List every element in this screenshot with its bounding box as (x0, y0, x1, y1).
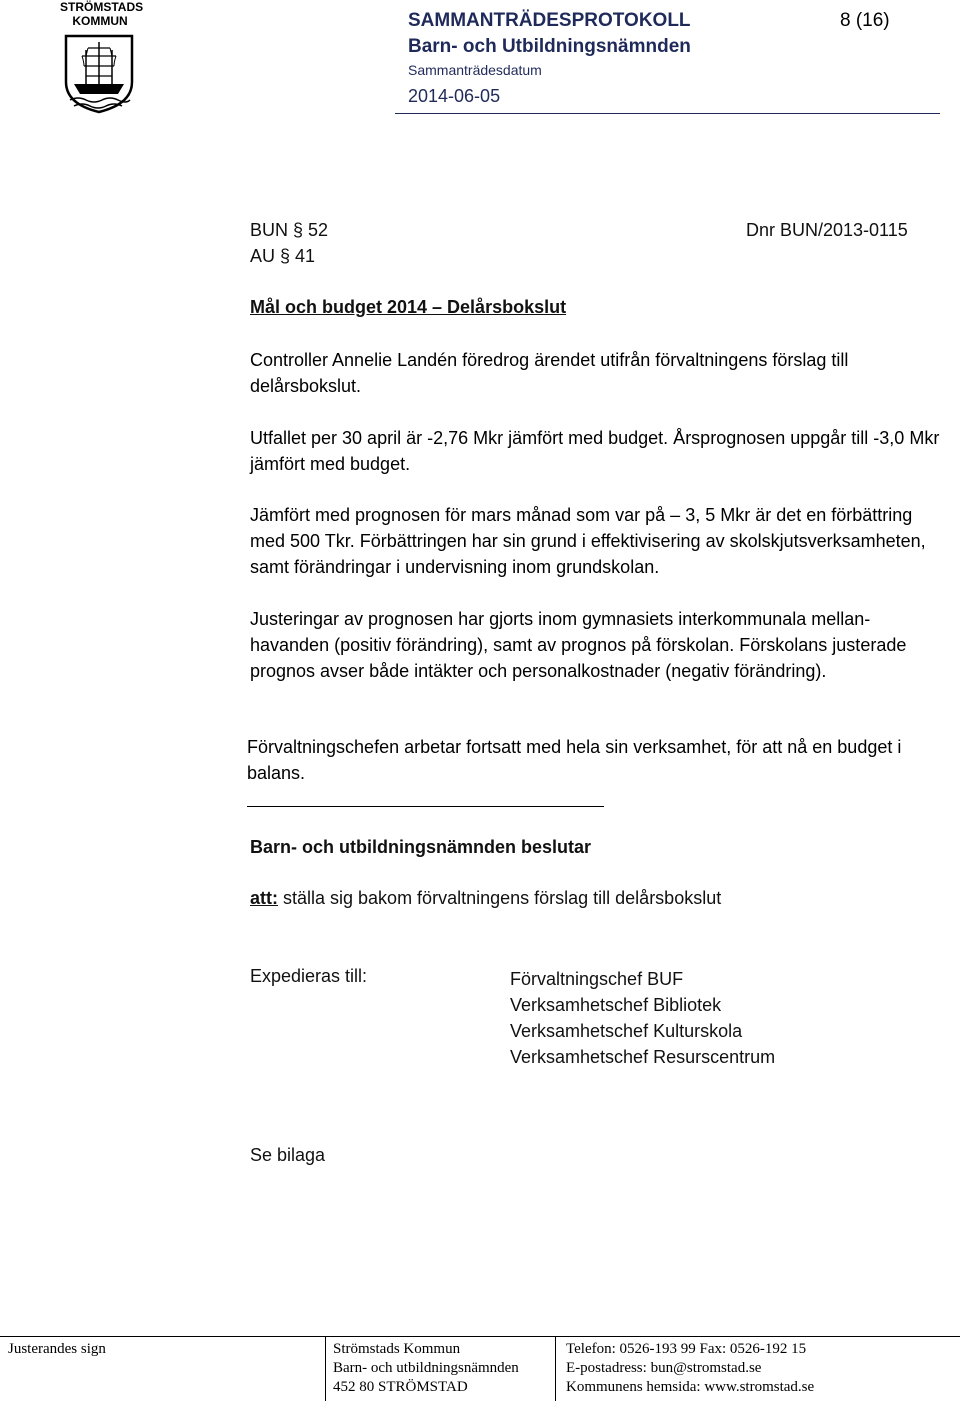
distribution-label: Expedieras till: (250, 966, 368, 986)
footer-org-line: Strömstads Kommun (333, 1341, 461, 1357)
header-divider (395, 113, 940, 114)
page-number: 8 (16) (840, 10, 890, 31)
paragraph-presentation: Controller Annelie Landén föredrog ärendet utifrån förvaltningens förslag till delårsbokslut. (250, 350, 849, 396)
footer-divider (0, 1336, 960, 1337)
decision-heading: Barn- och utbildningsnämnden beslutar (250, 837, 592, 857)
list-item: Verksamhetschef Kulturskola (510, 1021, 743, 1041)
municipality-line-1: STRÖMSTADS (60, 0, 144, 14)
att-label: att: (250, 888, 278, 908)
municipality-line-2: KOMMUN (72, 14, 128, 28)
bun-paragraph-ref: BUN § 52 (250, 220, 329, 240)
diary-number: Dnr BUN/2013-0115 (746, 220, 908, 240)
paragraph-outcome: Utfallet per 30 april är -2,76 Mkr jämfört med budget. Årsprognosen uppgår till -3,0 Mkr jämfört med budget. (250, 428, 940, 474)
footer-email: E-postadress: bun@stromstad.se (566, 1360, 762, 1376)
footer-separator (555, 1336, 556, 1401)
meeting-date: 2014-06-05 (408, 86, 501, 106)
signature-label: Justerandes sign (8, 1341, 106, 1357)
document-title: SAMMANTRÄDESPROTOKOLL (408, 10, 691, 31)
paragraph-adjustments: Justeringar av prognosen har gjorts inom gymnasiets interkommunala mellan-havanden (positiv förändring), samt av prognos på förskolan. Förskolans justerade prognos avser både intäkter och personalkostnader (negativ förändring). (250, 609, 907, 681)
footer-contact (566, 1340, 814, 1397)
footer-phone: Telefon: 0526-193 99 Fax: 0526-192 15 (566, 1341, 807, 1357)
footer-website: Kommunens hemsida: www.stromstad.se (566, 1379, 815, 1395)
att-text: ställa sig bakom förvaltningens förslag till delårsbokslut (278, 888, 722, 908)
au-paragraph-ref: AU § 41 (250, 246, 316, 266)
meeting-date-label: Sammanträdesdatum (408, 62, 542, 78)
section-title: Mål och budget 2014 – Delårsbokslut (250, 297, 567, 317)
footer-org (333, 1340, 519, 1397)
footer-separator (325, 1336, 326, 1401)
board-name: Barn- och Utbildningsnämnden (408, 36, 691, 57)
paragraph-budget-balance: Förvaltningschefen arbetar fortsatt med hela sin verksamhet, för att nå en budget i balans. (247, 737, 902, 783)
list-item: Verksamhetschef Bibliotek (510, 995, 722, 1015)
distribution-list (510, 966, 775, 1070)
paragraph-comparison: Jämfört med prognosen för mars månad som var på – 3, 5 Mkr är det en förbättring med 500 Tkr. Förbättringen har sin grund i effektivisering av skolskjutsverksamheten, samt förändringar i undervisning inom grundskolan. (250, 505, 926, 577)
decision-text (250, 888, 721, 909)
footer-org-line: 452 80 STRÖMSTAD (333, 1379, 468, 1395)
list-item: Förvaltningschef BUF (510, 969, 684, 989)
separator-line (247, 806, 604, 807)
attachment-note: Se bilaga (250, 1145, 326, 1165)
list-item: Verksamhetschef Resurscentrum (510, 1047, 776, 1067)
footer-org-line: Barn- och utbildningsnämnden (333, 1360, 519, 1376)
municipality-name (60, 0, 144, 28)
coat-of-arms-icon (64, 34, 134, 114)
